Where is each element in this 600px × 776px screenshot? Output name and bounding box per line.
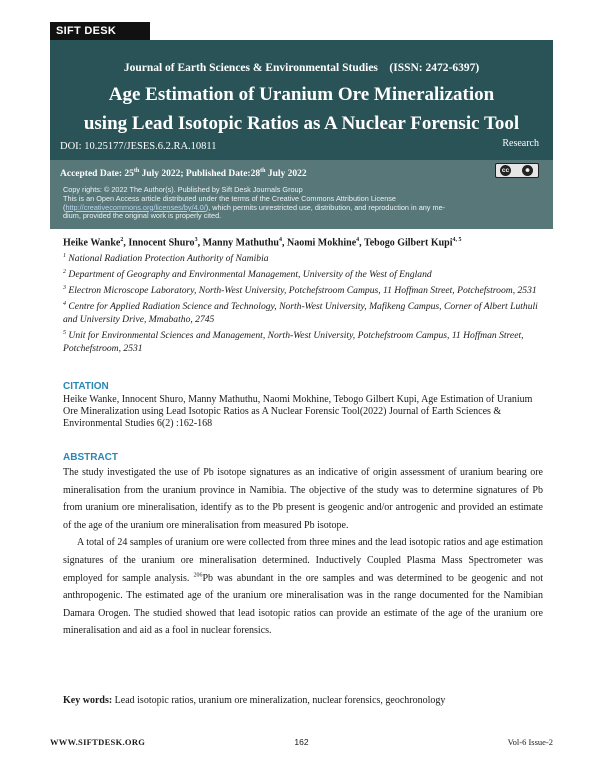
author: Naomi Mokhine (286, 237, 357, 249)
publication-dates: Accepted Date: 25th July 2022; Published Date:28th July 2022 (60, 168, 307, 180)
article-type: Research (502, 138, 539, 149)
abstract-paragraph: The study investigated the use of Pb isotope signatures as an indicative of origin assessment of uranium bearing ore mineralisation from the uranium province in Namibia. The objective of the study was to determine signatures of Pb from uranium ore mineralisation, identify as to the Pb present is geogenic and/or antrogenic and provided an estimate of the age of the uranium ore mineralisation from measured Pb isotope. (63, 467, 543, 531)
abstract-body (63, 464, 543, 640)
affiliation-item: $^2$ Department of Geography and Environmental Management, University of the West of England (63, 268, 432, 281)
affiliation-item: $^5$ Unit for Environmental Sciences and Management, North-West University, Potchefstroom Campus, 11 Hoffman Street, Potchefstroom, 2531 (63, 329, 524, 354)
license-link[interactable]: http://creativecommons.org/licenses/by/4.0/ (65, 202, 206, 212)
citation-text: Heike Wanke, Innocent Shuro, Manny Mathuthu, Naomi Mokhine, Tebogo Gilbert Kupi, Age Estimation of Uranium Ore Mineralization using Lead Isotopic Ratios as A Nuclear Forensic Tool(2022) Journal of Earth Sciences & Environmental Studies 6(2) :162-168 (63, 394, 533, 430)
abstract-paragraph: A total of 24 samples of uranium ore were collected from three mines and the lead isotopic ratios and age estimation signatures of the uranium ore mineralisation determined. Inductively Coupled Plasma Mass Spectrometer was employed for sample analysis. $^{206}$Pb was abundant in the ore samples and was determined to be geogenic and not anthropogenic. The estimated age of the uranium ore mineralisation was in the range documented for the Namibian Damara Orogen. The studied showed that lead isotopic ratios can provide an estimate of the age of the uranium ore mineralisation and aid as a fool in nuclear forensics. (63, 537, 543, 637)
affiliation-item: $^1$ National Radiation Protection Authority of Namibia (63, 253, 269, 265)
author: Tebogo Gilbert Kupi (363, 237, 453, 249)
article-header (50, 40, 553, 160)
author-list: Heike Wanke$^2$, Innocent Shuro$^3$, Manny Mathuthu$^4$, Naomi Mokhine$^4$, Tebogo Gilbert Kupi$^{4, 5}$ (63, 237, 462, 249)
journal-name: Journal of Earth Sciences & Environmental Studies (ISSN: 2472-6397) (123, 62, 480, 74)
cc-by-license-badge[interactable] (495, 163, 539, 178)
copyright-notice: Copy rights: © 2022 The Author(s). Published by Sift Desk Journals Group This is an Open Access article distributed under the terms of the Creative Commons Attribution License (http://creativecommons.org/licenses/by/4.0/), which permits unrestricted use, distribution, and reproduction in any me- dium, provided the original work is properly cited. (63, 185, 446, 221)
article-title: Age Estimation of Uranium Ore Mineralization using Lead Isotopic Ratios as A Nuclear Forensic Tool (83, 84, 520, 134)
author: Innocent Shuro (128, 237, 195, 249)
author: Manny Mathuthu (202, 237, 279, 249)
author: Heike Wanke (63, 237, 121, 249)
footer-site-link[interactable]: WWW.SIFTDESK.ORG (50, 737, 146, 747)
doi[interactable]: DOI: 10.25177/JESES.6.2.RA.10811 (60, 141, 217, 152)
affiliations (63, 250, 543, 356)
abstract-heading: ABSTRACT (63, 452, 118, 463)
cc-icon: cc (501, 167, 510, 174)
issn: (ISSN: 2472-6397) (389, 62, 480, 74)
siftdesk-logo: SIFT DESK (50, 22, 150, 40)
keywords: Key words: Lead isotopic ratios, uranium ore mineralization, nuclear forensics, geochronology (63, 695, 446, 706)
attribution-icon: ☻ (522, 165, 533, 176)
affiliation-item: $^4$ Centre for Applied Radiation Science and Technology, North-West University, Mafikeng Campus, Corner of Albert Luthuli and University Drive, Mmabatho, 2745 (63, 300, 538, 325)
volume-issue: Vol-6 Issue-2 (507, 737, 553, 747)
affiliation-item: $^3$ Electron Microscope Laboratory, North-West University, Potchefstroom Campus, 11 Hoffman Street, Potchefstroom, 2531 (63, 284, 537, 297)
page-number: 162 (294, 737, 309, 747)
citation-heading: CITATION (63, 381, 109, 392)
publication-info (50, 160, 553, 229)
